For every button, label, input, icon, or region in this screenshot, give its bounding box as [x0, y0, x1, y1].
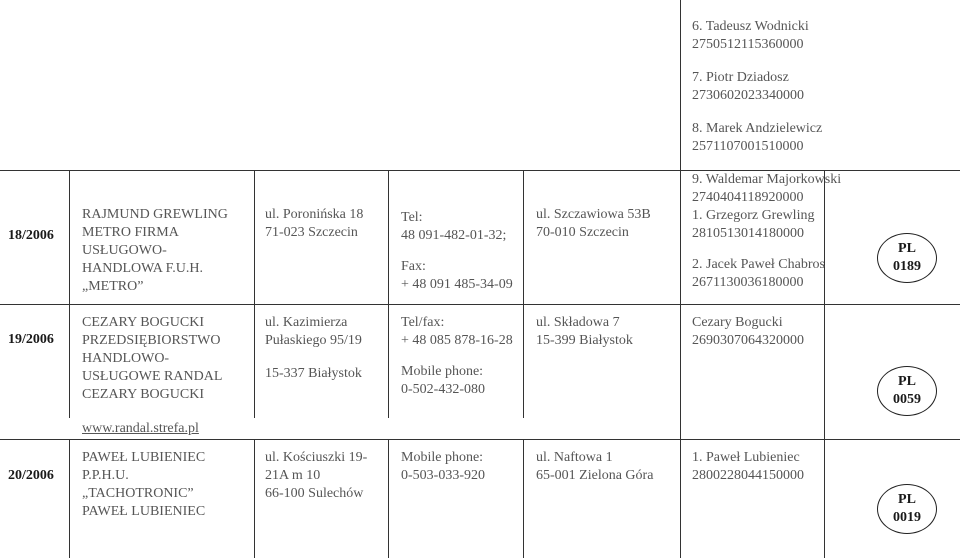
contact-value: 0-503-033-920 — [401, 468, 485, 483]
row-19-bottom-border — [0, 439, 960, 440]
stamp-country: PL — [898, 374, 916, 389]
col-divider-4 — [523, 170, 524, 304]
address: 15-337 Białystok — [265, 366, 362, 381]
country-code-stamp — [877, 366, 937, 416]
contact-value: + 48 091 485-34-09 — [401, 277, 513, 292]
representative-number: 2800228044150000 — [692, 468, 804, 483]
representative-name: 7. Piotr Dziadosz — [692, 70, 789, 85]
branch-address: 65-001 Zielona Góra — [536, 468, 654, 483]
contact-label: Tel/fax: — [401, 315, 445, 330]
company-name: RAJMUND GREWLING — [82, 207, 228, 222]
col-divider-6 — [824, 170, 825, 558]
company-name: P.P.H.U. — [82, 468, 129, 483]
company-name: CEZARY BOGUCKI — [82, 315, 204, 330]
col-divider-1 — [69, 170, 70, 304]
col-divider-2 — [254, 304, 255, 418]
contact-label: Mobile phone: — [401, 450, 484, 465]
company-name: METRO FIRMA — [82, 225, 179, 240]
contact-label: Tel: — [401, 210, 423, 225]
company-name: CEZARY BOGUCKI — [82, 387, 204, 402]
company-name: HANDLOWA F.U.H. — [82, 261, 203, 276]
branch-address: ul. Szczawiowa 53B — [536, 207, 651, 222]
address: ul. Kazimierza — [265, 315, 348, 330]
company-name: USŁUGOWE RANDAL — [82, 369, 223, 384]
branch-address: 15-399 Białystok — [536, 333, 633, 348]
col-divider-3 — [388, 170, 389, 304]
col-divider-3 — [388, 439, 389, 558]
col-divider-4 — [523, 439, 524, 558]
company-name: USŁUGOWO- — [82, 243, 167, 258]
country-code-stamp — [877, 484, 937, 534]
contact-value: 0-502-432-080 — [401, 382, 485, 397]
address: Pułaskiego 95/19 — [265, 333, 362, 348]
col-divider-4 — [523, 304, 524, 418]
stamp-code: 0059 — [893, 392, 921, 407]
address: 66-100 Sulechów — [265, 486, 364, 501]
contact-value: + 48 085 878-16-28 — [401, 333, 513, 348]
row-18-bottom-border — [0, 304, 960, 305]
branch-address: 70-010 Szczecin — [536, 225, 629, 240]
representative-number: 2810513014180000 — [692, 226, 804, 241]
company-name: PAWEŁ LUBIENIEC — [82, 504, 206, 519]
representative-name: Cezary Bogucki — [692, 315, 783, 330]
company-name: „TACHOTRONIC” — [82, 486, 194, 501]
address: 21A m 10 — [265, 468, 321, 483]
representative-number: 2671130036180000 — [692, 275, 804, 290]
branch-address: ul. Naftowa 1 — [536, 450, 613, 465]
company-name: PAWEŁ LUBIENIEC — [82, 450, 206, 465]
company-website-link[interactable]: www.randal.strefa.pl — [82, 421, 199, 436]
branch-address: ul. Składowa 7 — [536, 315, 620, 330]
entry-number: 18/2006 — [8, 228, 54, 243]
representative-number: 2740404118920000 — [692, 190, 804, 205]
representative-name: 9. Waldemar Majorkowski — [692, 172, 842, 187]
col-divider-5 — [680, 0, 681, 558]
company-name: PRZEDSIĘBIORSTWO — [82, 333, 221, 348]
representative-name: 1. Paweł Lubieniec — [692, 450, 800, 465]
col-divider-1 — [69, 304, 70, 418]
col-divider-1 — [69, 439, 70, 558]
stamp-country: PL — [898, 492, 916, 507]
representative-name: 1. Grzegorz Grewling — [692, 208, 815, 223]
col-divider-2 — [254, 170, 255, 304]
entry-number: 20/2006 — [8, 468, 54, 483]
country-code-stamp — [877, 233, 937, 283]
address: ul. Poronińska 18 — [265, 207, 364, 222]
contact-label: Mobile phone: — [401, 364, 484, 379]
stamp-code: 0019 — [893, 510, 921, 525]
representative-number: 2690307064320000 — [692, 333, 804, 348]
representative-number: 2750512115360000 — [692, 37, 804, 52]
entry-number: 19/2006 — [8, 332, 54, 347]
address: 71-023 Szczecin — [265, 225, 358, 240]
company-name: „METRO” — [82, 279, 144, 294]
col-divider-2 — [254, 439, 255, 558]
stamp-code: 0189 — [893, 259, 921, 274]
representative-name: 8. Marek Andzielewicz — [692, 121, 823, 136]
representative-name: 2. Jacek Paweł Chabros — [692, 257, 825, 272]
representative-number: 2571107001510000 — [692, 139, 804, 154]
contact-label: Fax: — [401, 259, 426, 274]
contact-value: 48 091-482-01-32; — [401, 228, 507, 243]
stamp-country: PL — [898, 241, 916, 256]
company-name: HANDLOWO- — [82, 351, 170, 366]
col-divider-3 — [388, 304, 389, 418]
address: ul. Kościuszki 19- — [265, 450, 368, 465]
representative-number: 2730602023340000 — [692, 88, 804, 103]
representative-name: 6. Tadeusz Wodnicki — [692, 19, 809, 34]
